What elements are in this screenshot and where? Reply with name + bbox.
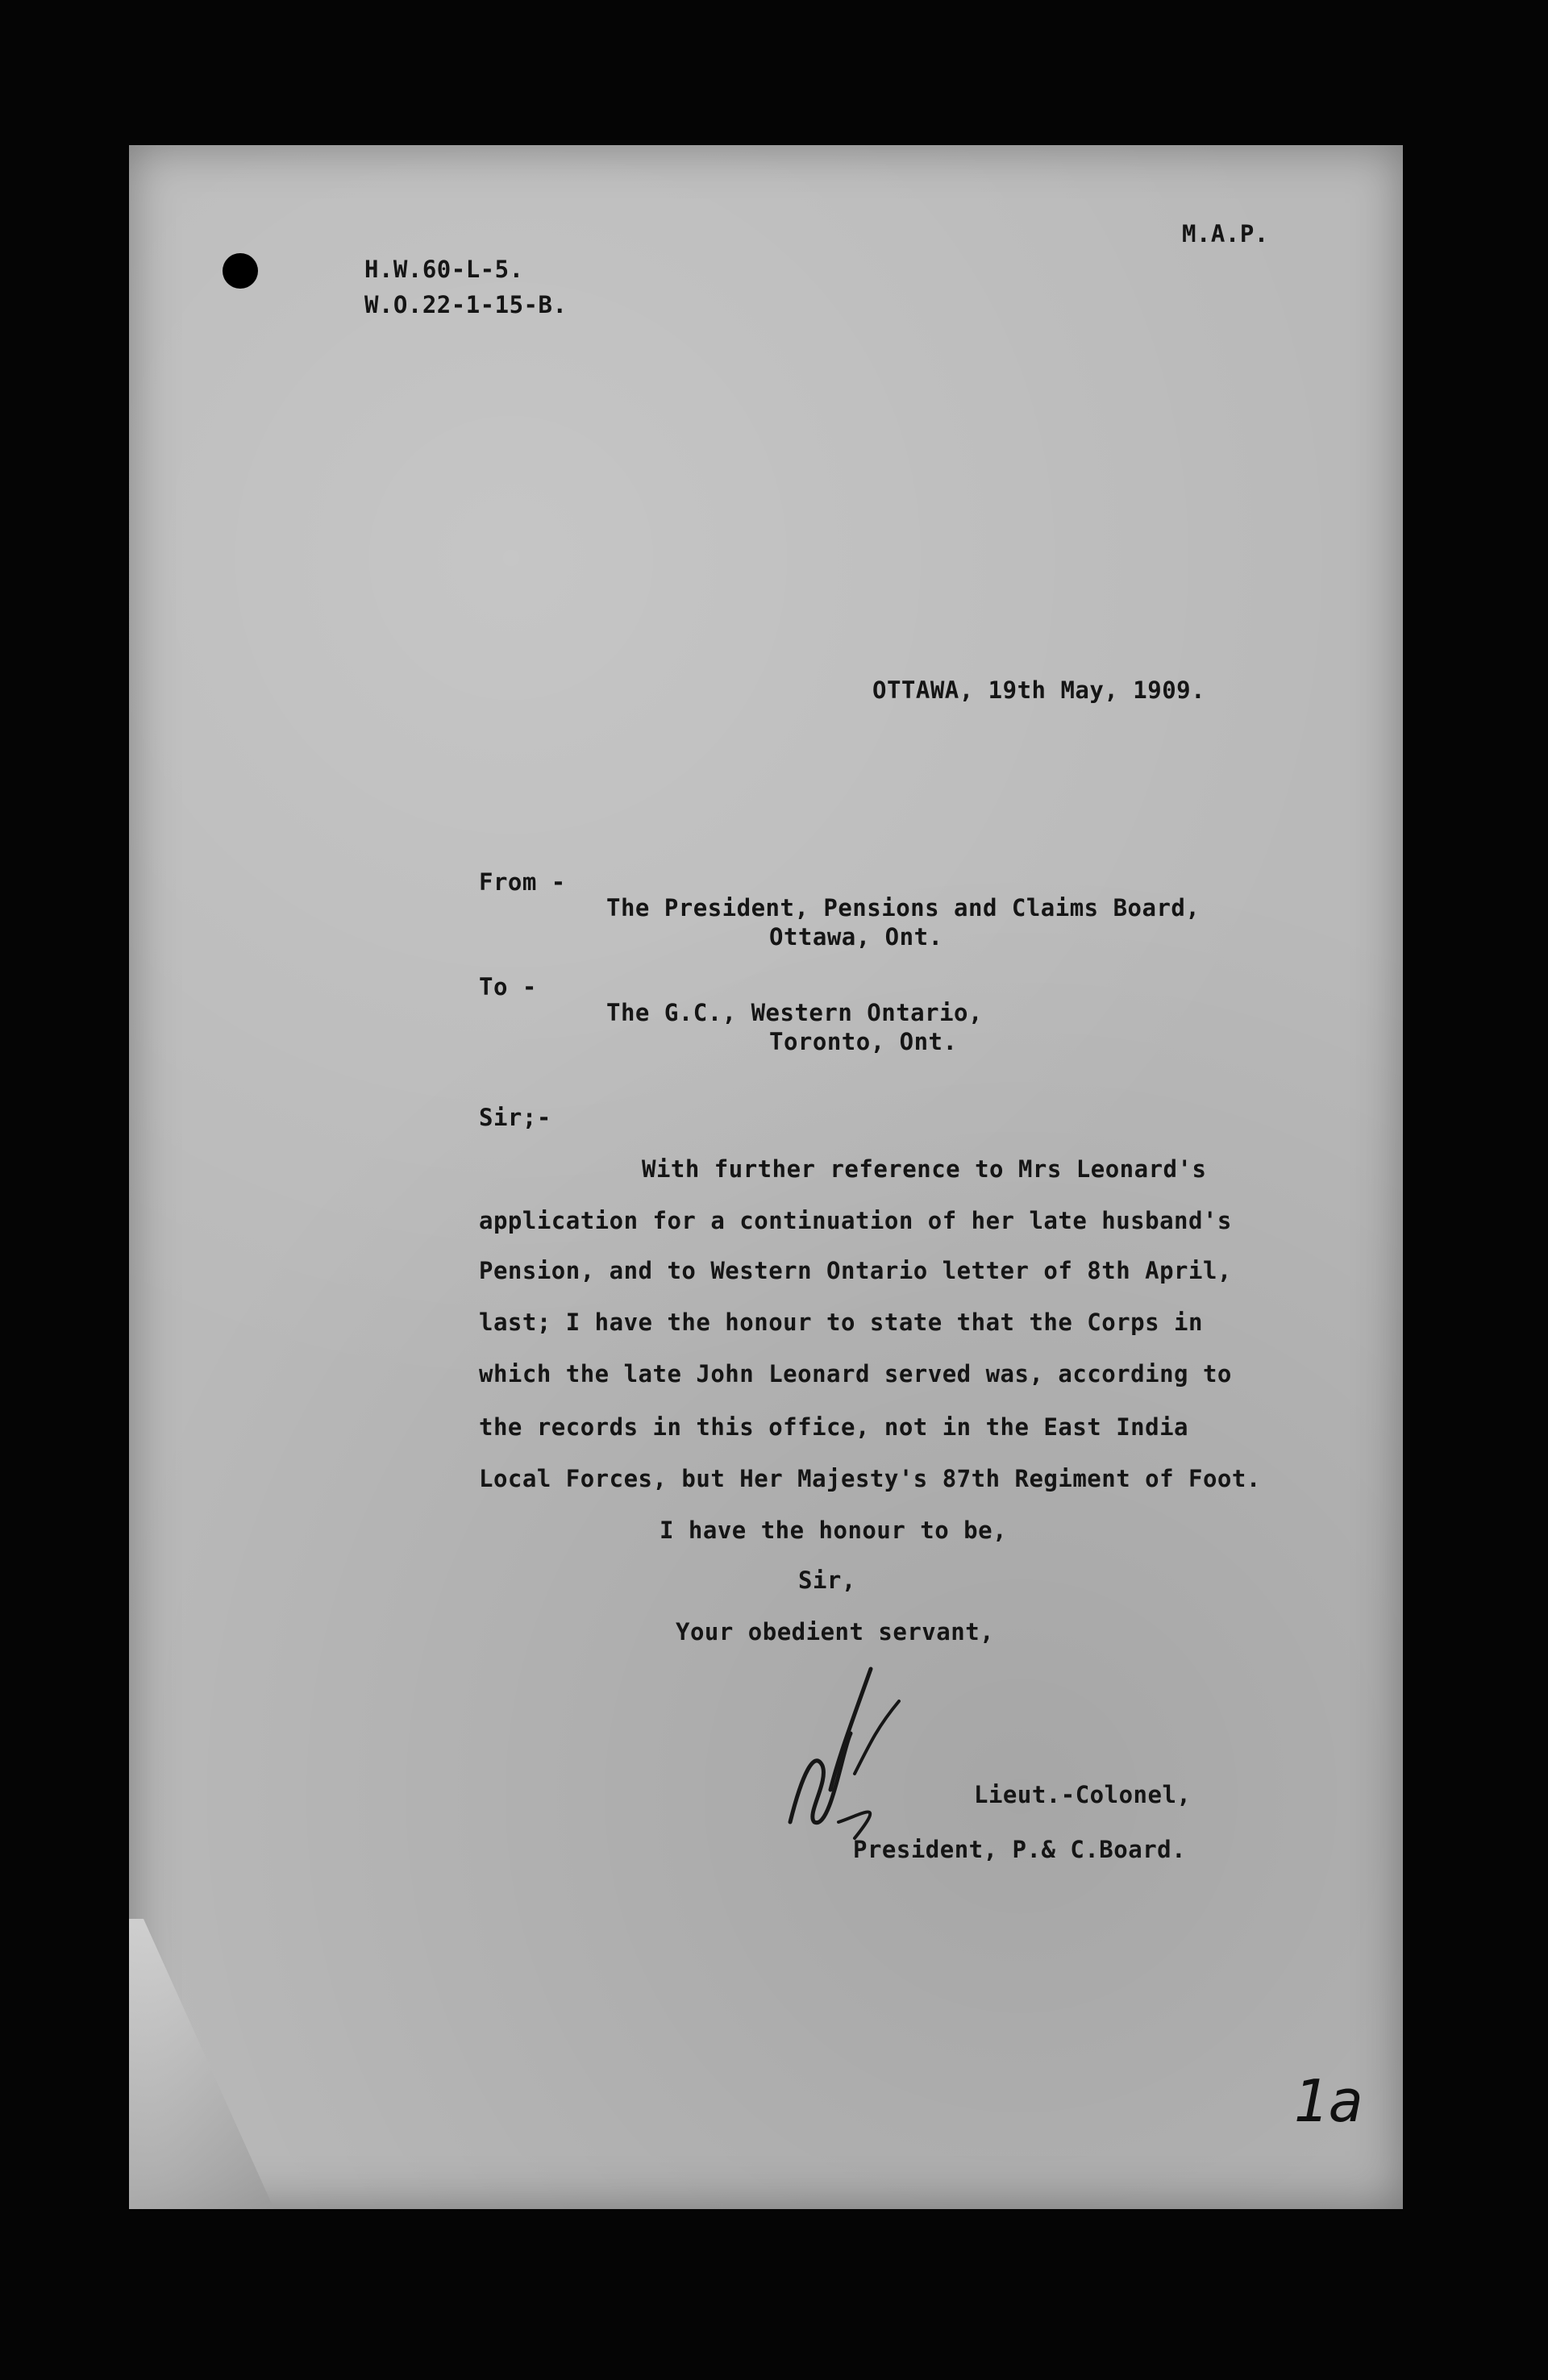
body-line-1: With further reference to Mrs Leonard's	[642, 1155, 1207, 1183]
file-ref-2: W.O.22-1-15-B.	[364, 291, 568, 318]
signature-title-1: Lieut.-Colonel,	[974, 1781, 1192, 1808]
body-line-2: application for a continuation of her late husband's	[479, 1207, 1232, 1234]
body-line-4: last; I have the honour to state that the Corps in	[479, 1309, 1203, 1336]
signature-title-2: President, P.& C.Board.	[853, 1836, 1187, 1863]
salutation: Sir;-	[479, 1104, 551, 1131]
body-line-6: the records in this office, not in the East India	[479, 1413, 1189, 1441]
to-line-1: The G.C., Western Ontario,	[606, 999, 983, 1026]
from-line-2: Ottawa, Ont.	[769, 923, 943, 951]
page-mark: 1a	[1293, 2067, 1364, 2135]
to-label: To -	[479, 973, 537, 1001]
closing-line-3: Your obedient servant,	[676, 1618, 995, 1646]
from-label: From -	[479, 868, 566, 896]
closing-line-1: I have the honour to be,	[660, 1517, 1008, 1544]
body-line-3: Pension, and to Western Ontario letter of 8th April,	[479, 1257, 1232, 1284]
date-line: OTTAWA, 19th May, 1909.	[872, 676, 1206, 704]
to-line-2: Toronto, Ont.	[769, 1028, 958, 1055]
body-line-7: Local Forces, but Her Majesty's 87th Regiment of Foot.	[479, 1465, 1261, 1492]
closing-line-2: Sir,	[798, 1567, 856, 1594]
body-line-5: which the late John Leonard served was, according to	[479, 1360, 1232, 1388]
corner-mark: M.A.P.	[1182, 220, 1269, 248]
punch-hole	[223, 253, 258, 289]
signature-mark	[758, 1653, 919, 1862]
file-ref-1: H.W.60-L-5.	[364, 256, 524, 283]
from-line-1: The President, Pensions and Claims Board,	[606, 894, 1201, 922]
